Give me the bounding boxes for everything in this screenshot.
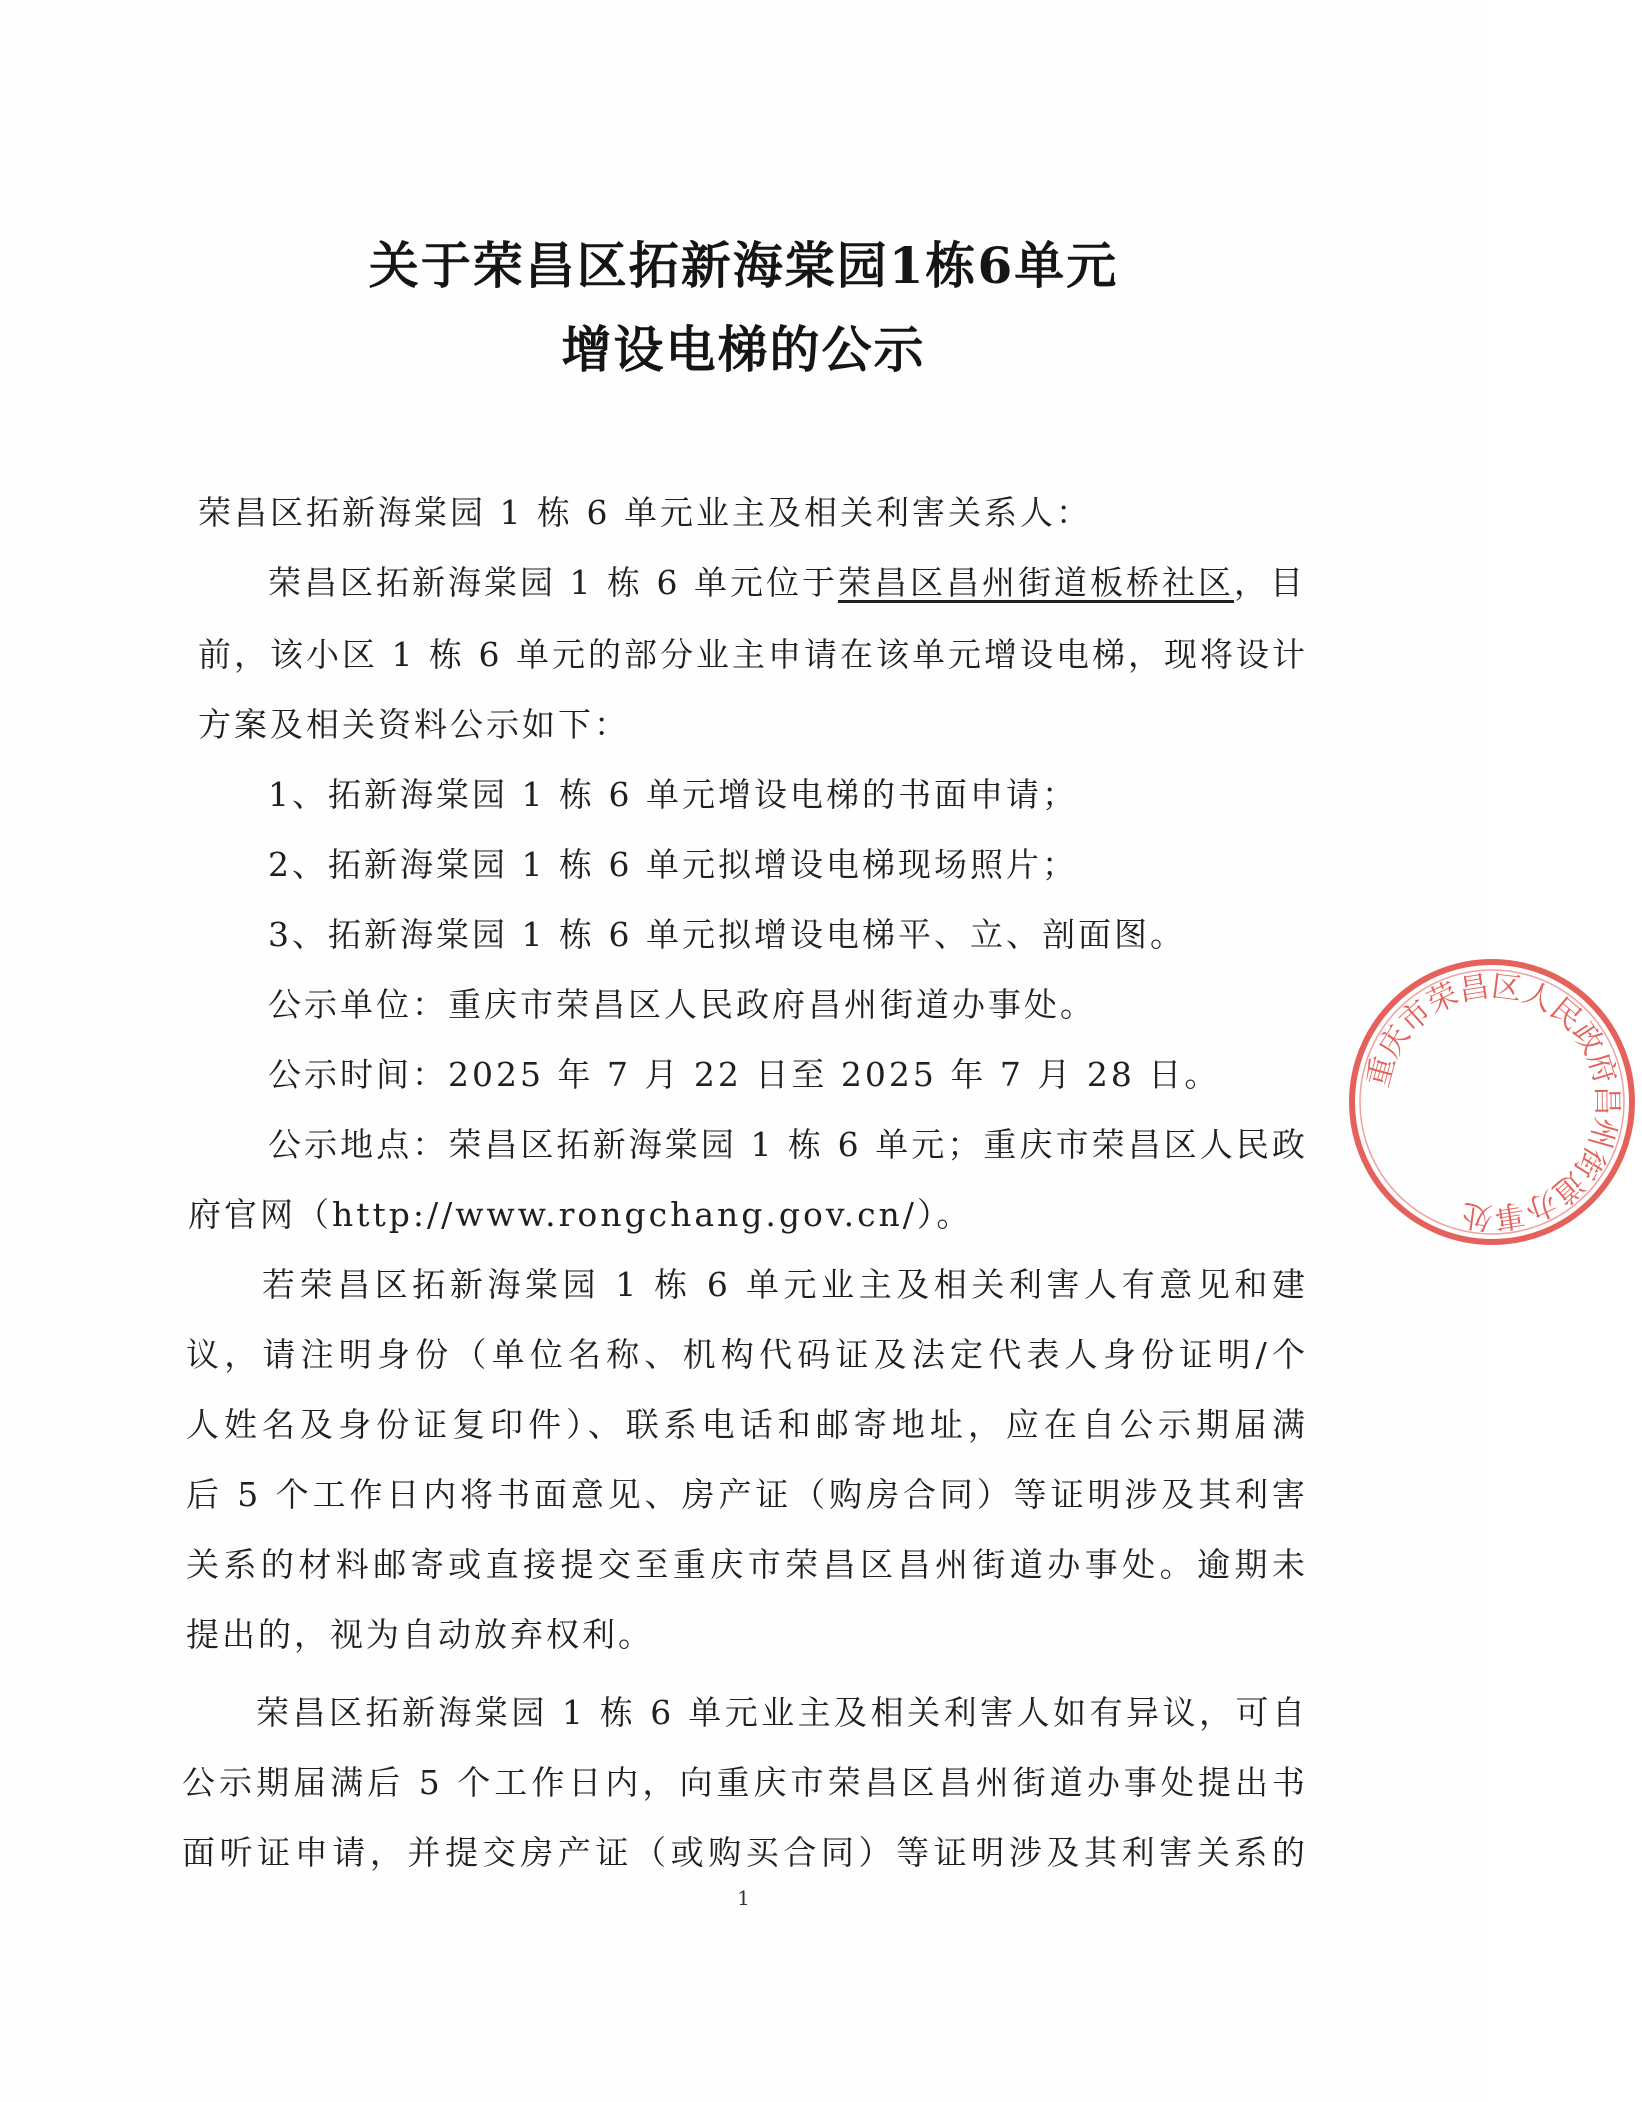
hearing-line: 公示期届满后 5 个工作日内，向重庆市荣昌区昌州街道办事处提出书 <box>182 1763 1308 1802</box>
opinion-line: 后 5 个工作日内将书面意见、房产证（购房合同）等证明涉及其利害 <box>186 1475 1308 1514</box>
community-name: 荣昌区昌州街道板桥社区 <box>837 563 1234 602</box>
para1-text-after: ，目 <box>1233 563 1306 602</box>
list-item: 1、拓新海棠园 1 栋 6 单元增设电梯的书面申请； <box>268 775 1078 814</box>
opinion-line: 关系的材料邮寄或直接提交至重庆市荣昌区昌州街道办事处。逾期未 <box>186 1545 1308 1584</box>
announcement-location-line1: 公示地点：荣昌区拓新海棠园 1 栋 6 单元；重庆市荣昌区人民政 <box>268 1125 1308 1164</box>
list-item: 3、拓新海棠园 1 栋 6 单元拟增设电梯平、立、剖面图。 <box>268 915 1186 954</box>
hearing-line: 荣昌区拓新海棠园 1 栋 6 单元业主及相关利害人如有异议，可自 <box>256 1693 1308 1732</box>
hearing-line: 面听证申请，并提交房产证（或购买合同）等证明涉及其利害关系的 <box>182 1833 1308 1872</box>
opinion-line: 提出的，视为自动放弃权利。 <box>186 1615 654 1654</box>
salutation: 荣昌区拓新海棠园 1 栋 6 单元业主及相关利害关系人： <box>198 493 1092 532</box>
para1-line1 <box>268 560 1306 606</box>
announcement-unit: 公示单位：重庆市荣昌区人民政府昌州街道办事处。 <box>268 985 1096 1024</box>
document-title-line1: 关于荣昌区拓新海棠园1栋6单元 <box>368 236 1119 295</box>
para1-line2: 前，该小区 1 栋 6 单元的部分业主申请在该单元增设电梯，现将设计 <box>198 635 1308 674</box>
document-title-line2: 增设电梯的公示 <box>561 320 926 379</box>
announcement-period: 公示时间：2025 年 7 月 22 日至 2025 年 7 月 28 日。 <box>268 1055 1221 1094</box>
list-item: 2、拓新海棠园 1 栋 6 单元拟增设电梯现场照片； <box>268 845 1078 884</box>
opinion-line: 若荣昌区拓新海棠园 1 栋 6 单元业主及相关利害人有意见和建 <box>262 1265 1308 1304</box>
para1-line3: 方案及相关资料公示如下： <box>198 705 630 744</box>
opinion-line: 议，请注明身份（单位名称、机构代码证及法定代表人身份证明/个 <box>186 1335 1308 1374</box>
official-seal <box>1342 952 1642 1252</box>
para1-text-before: 荣昌区拓新海棠园 1 栋 6 单元位于 <box>268 563 838 602</box>
announcement-location-line2: 府官网（http://www.rongchang.gov.cn/）。 <box>188 1195 973 1234</box>
page-number: 1 <box>737 1886 750 1910</box>
seal-text: 重庆市荣昌区人民政府昌州街道办事处 <box>1360 969 1625 1235</box>
opinion-line: 人姓名及身份证复印件）、联系电话和邮寄地址，应在自公示期届满 <box>186 1405 1308 1444</box>
